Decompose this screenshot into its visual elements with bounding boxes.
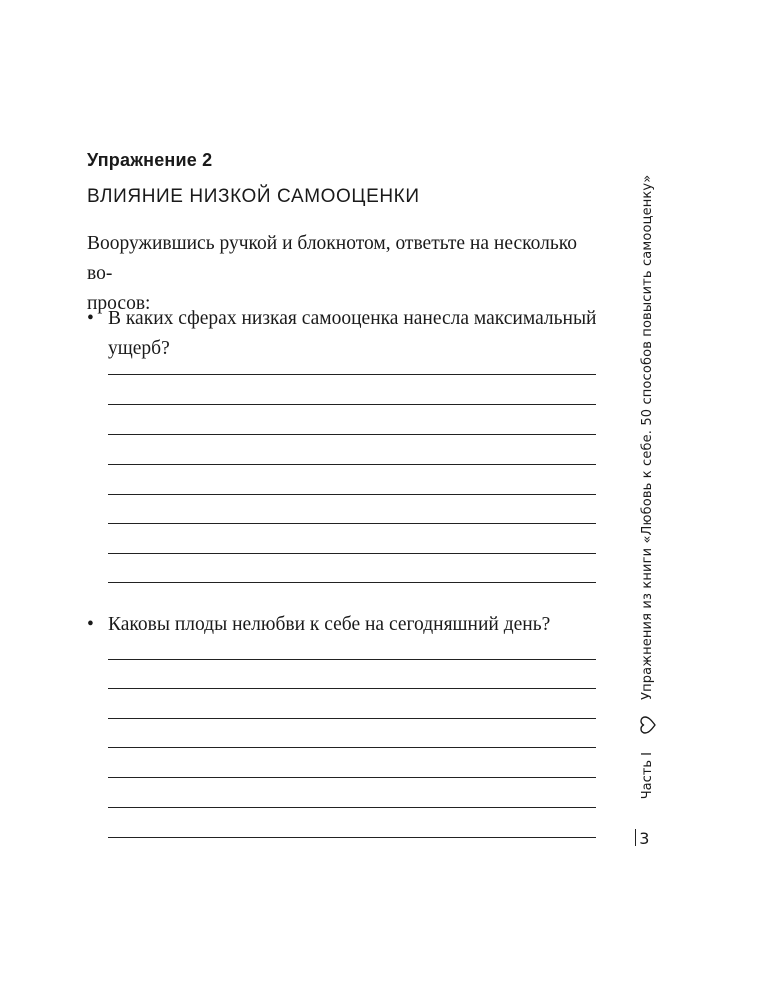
answer-line	[108, 718, 596, 719]
part-label	[638, 752, 658, 812]
intro-line: Вооружившись ручкой и блокнотом, ответьте на несколько во-	[87, 233, 577, 284]
question-line: В каких сферах низкая самооценка нанесла максимальный	[108, 308, 597, 329]
question-item	[87, 304, 599, 364]
answer-line	[108, 374, 596, 375]
answer-line	[108, 404, 596, 405]
answer-line	[108, 807, 596, 808]
answer-line	[108, 837, 596, 838]
answer-line	[108, 747, 596, 748]
exercise-label: Упражнение 2	[87, 150, 213, 170]
intro-line: просов:	[87, 293, 151, 314]
question-item	[87, 610, 599, 640]
bullet-icon: •	[87, 308, 94, 329]
answer-line	[108, 464, 596, 465]
answer-line	[108, 582, 596, 583]
heart-icon	[638, 715, 658, 735]
folio-rule	[635, 829, 636, 846]
answer-line	[108, 777, 596, 778]
running-title	[638, 174, 658, 700]
answer-line	[108, 523, 596, 524]
question-line: Каковы плоды нелюбви к себе на сегодняшний день?	[108, 614, 551, 635]
exercise-title: ВЛИЯНИЕ НИЗКОЙ САМООЦЕНКИ	[87, 186, 420, 207]
running-title-text: Упражнения из книги «Любовь к себе. 50 способов повысить самооценку»	[640, 174, 655, 700]
answer-line	[108, 688, 596, 689]
answer-line	[108, 659, 596, 660]
page-number-text: 3	[639, 829, 650, 848]
answer-line	[108, 553, 596, 554]
bullet-icon: •	[87, 614, 94, 635]
question-line: ущерб?	[108, 338, 170, 359]
answer-line	[108, 494, 596, 495]
part-label-text: Часть I	[640, 752, 655, 800]
question-text	[108, 610, 599, 640]
question-text	[108, 304, 599, 364]
answer-line	[108, 434, 596, 435]
page-number	[635, 829, 649, 849]
